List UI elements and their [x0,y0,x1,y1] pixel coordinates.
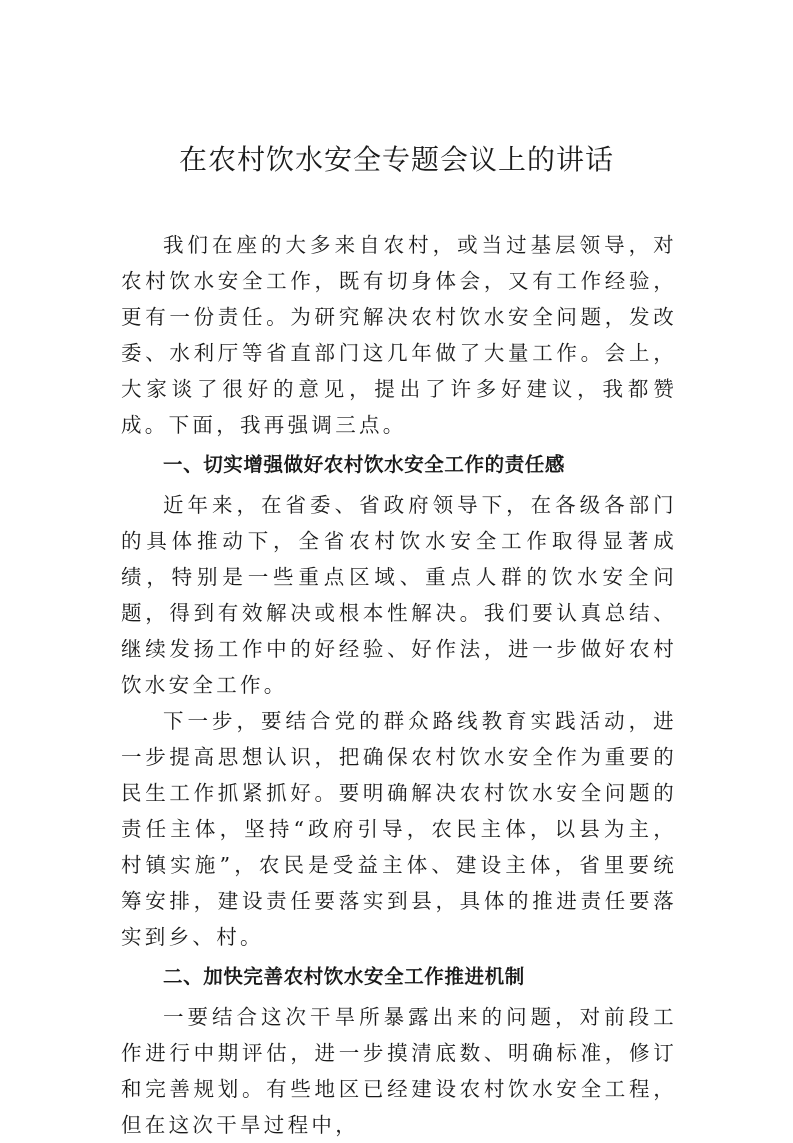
document-title: 在农村饮水安全专题会议上的讲话 [178,143,614,176]
paragraph-intro: 我们在座的大多来自农村，或当过基层领导，对农村饮水安全工作，既有切身体会，又有工作经验，更有一份责任。为研究解决农村饮水安全问题，发改委、水利厅等省直部门这几年做了大量工作。会上，大家谈了很好的意见，提出了许多好建议，我都赞成。下面，我再强调三点。 [121,233,677,437]
paragraph-evaluation: 一要结合这次干旱所暴露出来的问题，对前段工作进行中期评估，进一步摸清底数、明确标准，修订和完善规划。有些地区已经建设农村饮水安全工程，但在这次干旱过程中， [121,1005,677,1137]
paragraph-next-steps: 下一步，要结合党的群众路线教育实践活动，进一步提高思想认识，把确保农村饮水安全作为重要的民生工作抓紧抓好。要明确解决农村饮水安全问题的责任主体，坚持“政府引导，农民主体，以县为主，村镇实施”，农民是受益主体、建设主体，省里要统筹安排，建设责任要落实到县，具体的推进责任要落实到乡、村。 [121,709,677,949]
document-body [121,227,677,1143]
section-heading-1: 一、切实增强做好农村饮水安全工作的责任感 [163,453,566,476]
section-heading-2: 二、加快完善农村饮水安全工作推进机制 [163,965,525,988]
paragraph-achievements: 近年来，在省委、省政府领导下，在各级各部门的具体推动下，全省农村饮水安全工作取得显著成绩，特别是一些重点区域、重点人群的饮水安全问题，得到有效解决或根本性解决。我们要认真总结、继续发扬工作中的好经验、好作法，进一步做好农村饮水安全工作。 [121,493,677,697]
